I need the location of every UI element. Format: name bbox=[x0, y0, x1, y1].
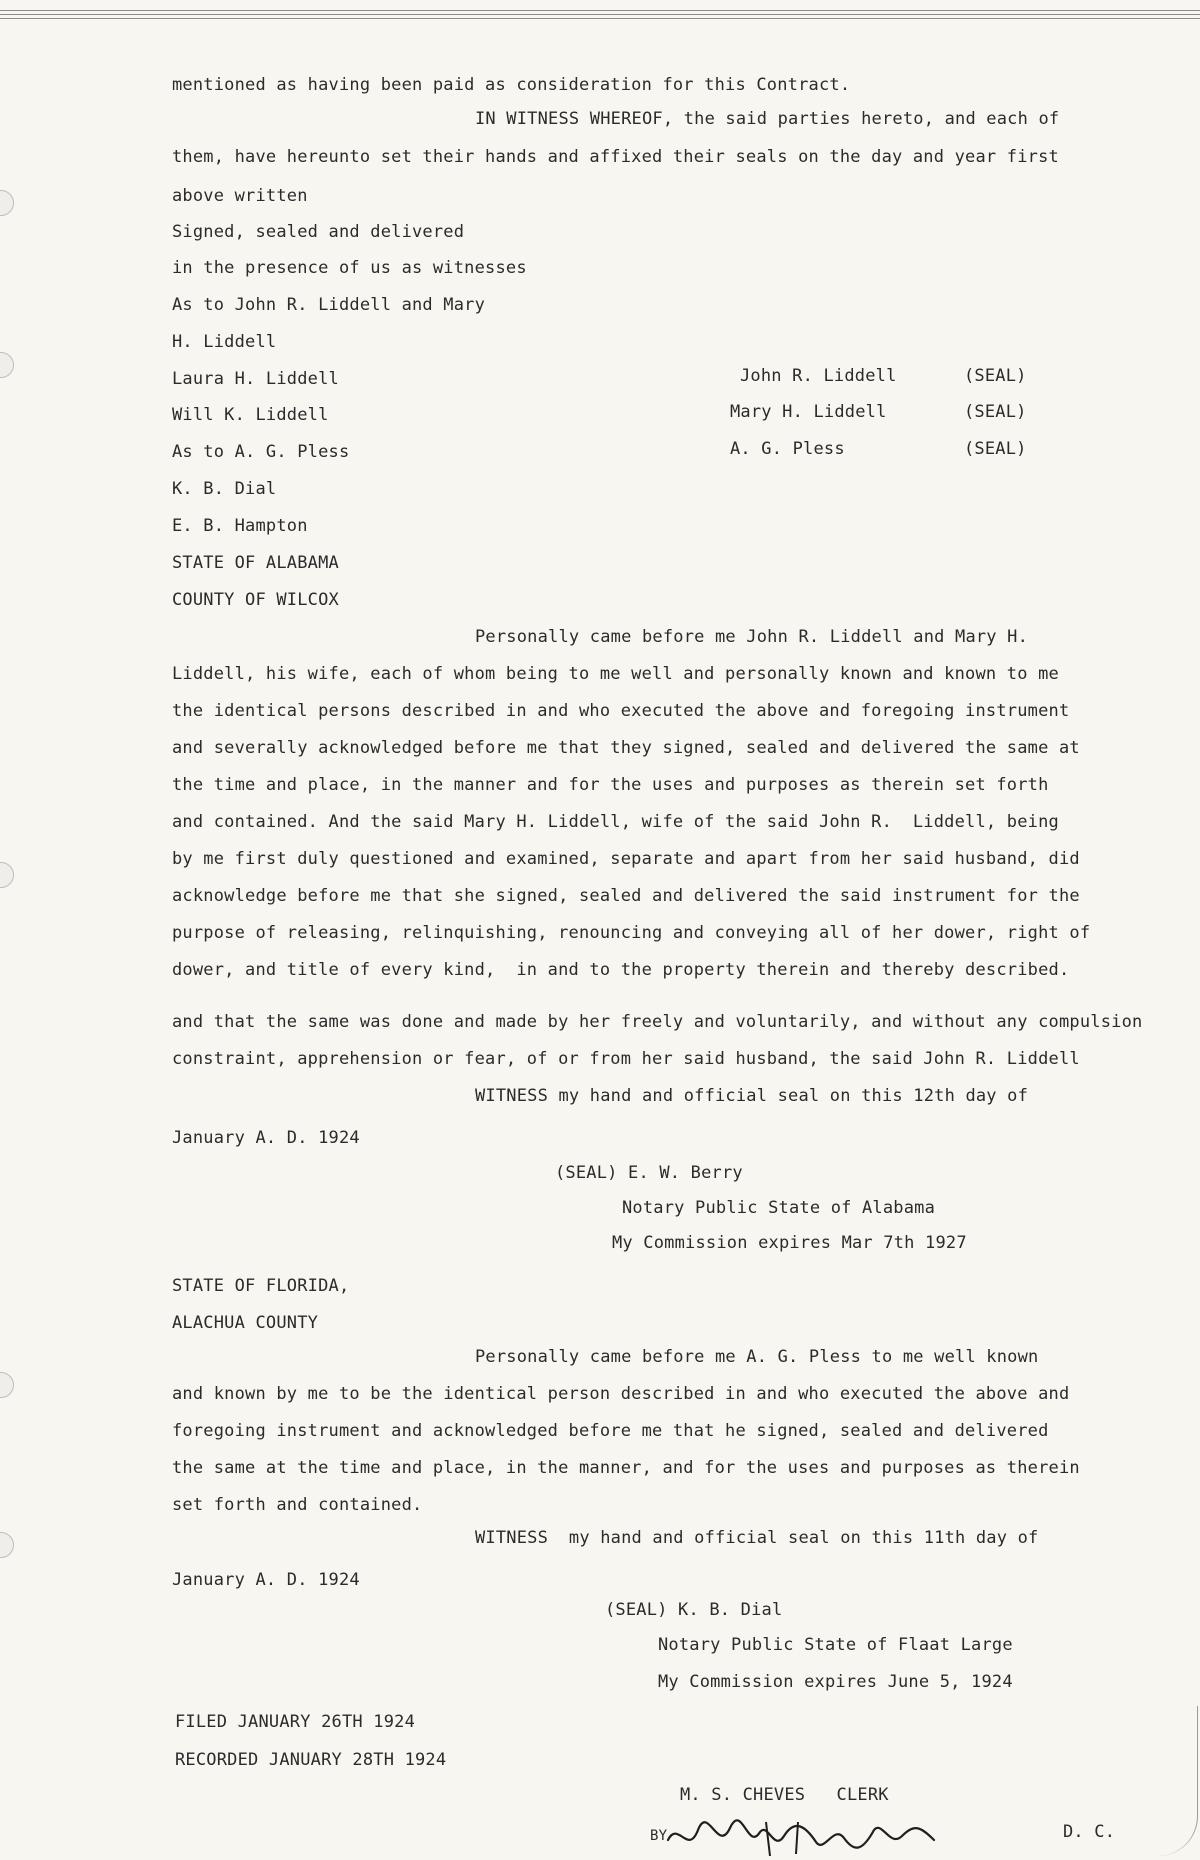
text-line: purpose of releasing, relinquishing, renouncing and conveying all of her dower, right of bbox=[172, 923, 1091, 943]
deputy-clerk-label: D. C. bbox=[1063, 1822, 1116, 1842]
witness-name: K. B. Dial bbox=[172, 479, 277, 499]
by-label: BY bbox=[650, 1828, 668, 1844]
text-line: Signed, sealed and delivered bbox=[172, 222, 465, 242]
text-line: H. Liddell bbox=[172, 332, 277, 352]
state-heading: STATE OF ALABAMA bbox=[172, 553, 339, 573]
text-line: Liddell, his wife, each of whom being to me well and personally known and known to me bbox=[172, 664, 1059, 684]
text-line: the time and place, in the manner and for the uses and purposes as therein set forth bbox=[172, 775, 1049, 795]
date-line: January A. D. 1924 bbox=[172, 1128, 360, 1148]
witness-name: E. B. Hampton bbox=[172, 516, 308, 536]
text-line: set forth and contained. bbox=[172, 1495, 423, 1515]
top-rule bbox=[0, 18, 1200, 19]
state-heading: STATE OF FLORIDA, bbox=[172, 1276, 350, 1296]
seal-mark: (SEAL) bbox=[964, 402, 1027, 422]
seal-mark: (SEAL) bbox=[964, 439, 1027, 459]
text-line: and that the same was done and made by her freely and voluntarily, and without any compulsion bbox=[172, 1012, 1143, 1032]
text-line: in the presence of us as witnesses bbox=[172, 258, 527, 278]
notary-signature: (SEAL) E. W. Berry bbox=[555, 1163, 743, 1183]
binder-hole bbox=[0, 352, 14, 378]
text-line: them, have hereunto set their hands and affixed their seals on the day and year first bbox=[172, 147, 1059, 167]
notary-title: Notary Public State of Alabama bbox=[622, 1198, 936, 1218]
text-line: Personally came before me A. G. Pless to me well known bbox=[475, 1347, 1039, 1367]
signatory-name: Mary H. Liddell bbox=[730, 402, 887, 422]
county-heading: COUNTY OF WILCOX bbox=[172, 590, 339, 610]
text-line: Personally came before me John R. Liddell and Mary H. bbox=[475, 627, 1029, 647]
text-line: WITNESS my hand and official seal on this 11th day of bbox=[475, 1528, 1039, 1548]
top-rule bbox=[0, 14, 1200, 15]
text-line: constraint, apprehension or fear, of or from her said husband, the said John R. Liddell bbox=[172, 1049, 1080, 1069]
page-curl bbox=[1137, 1706, 1198, 1856]
seal-mark: (SEAL) bbox=[964, 366, 1027, 386]
clerk-name: M. S. CHEVES CLERK bbox=[680, 1785, 889, 1805]
text-line: and severally acknowledged before me that they signed, sealed and delivered the same at bbox=[172, 738, 1080, 758]
notary-signature: (SEAL) K. B. Dial bbox=[605, 1600, 783, 1620]
text-line: As to John R. Liddell and Mary bbox=[172, 295, 486, 315]
text-line: As to A. G. Pless bbox=[172, 442, 350, 462]
text-line: and known by me to be the identical person described in and who executed the above and bbox=[172, 1384, 1070, 1404]
filed-date: FILED JANUARY 26TH 1924 bbox=[175, 1712, 416, 1732]
text-line: by me first duly questioned and examined, separate and apart from her said husband, did bbox=[172, 849, 1080, 869]
text-line: WITNESS my hand and official seal on this 12th day of bbox=[475, 1086, 1029, 1106]
text-line: acknowledge before me that she signed, sealed and delivered the said instrument for the bbox=[172, 886, 1080, 906]
commission-expiry: My Commission expires Mar 7th 1927 bbox=[612, 1233, 967, 1253]
text-line: foregoing instrument and acknowledged before me that he signed, sealed and delivered bbox=[172, 1421, 1049, 1441]
signatory-name: John R. Liddell bbox=[740, 366, 897, 386]
binder-hole bbox=[0, 862, 14, 888]
text-line: dower, and title of every kind, in and to the property therein and thereby described. bbox=[172, 960, 1070, 980]
top-rule bbox=[0, 10, 1200, 11]
recorded-date: RECORDED JANUARY 28TH 1924 bbox=[175, 1750, 447, 1770]
handwritten-signature bbox=[648, 1818, 948, 1858]
witness-name: Will K. Liddell bbox=[172, 405, 329, 425]
binder-hole bbox=[0, 1372, 14, 1398]
signatory-name: A. G. Pless bbox=[730, 439, 845, 459]
witness-name: Laura H. Liddell bbox=[172, 369, 339, 389]
binder-hole bbox=[0, 1532, 14, 1558]
notary-title: Notary Public State of Flaat Large bbox=[658, 1635, 1013, 1655]
text-line: and contained. And the said Mary H. Liddell, wife of the said John R. Liddell, being bbox=[172, 812, 1059, 832]
text-line: the identical persons described in and who executed the above and foregoing instrument bbox=[172, 701, 1070, 721]
commission-expiry: My Commission expires June 5, 1924 bbox=[658, 1672, 1013, 1692]
county-heading: ALACHUA COUNTY bbox=[172, 1313, 319, 1333]
binder-hole bbox=[0, 190, 14, 216]
text-line: IN WITNESS WHEREOF, the said parties hereto, and each of bbox=[475, 109, 1060, 129]
text-line: above written bbox=[172, 186, 308, 206]
text-line: the same at the time and place, in the manner, and for the uses and purposes as therein bbox=[172, 1458, 1080, 1478]
date-line: January A. D. 1924 bbox=[172, 1570, 360, 1590]
text-line: mentioned as having been paid as consideration for this Contract. bbox=[172, 75, 851, 95]
